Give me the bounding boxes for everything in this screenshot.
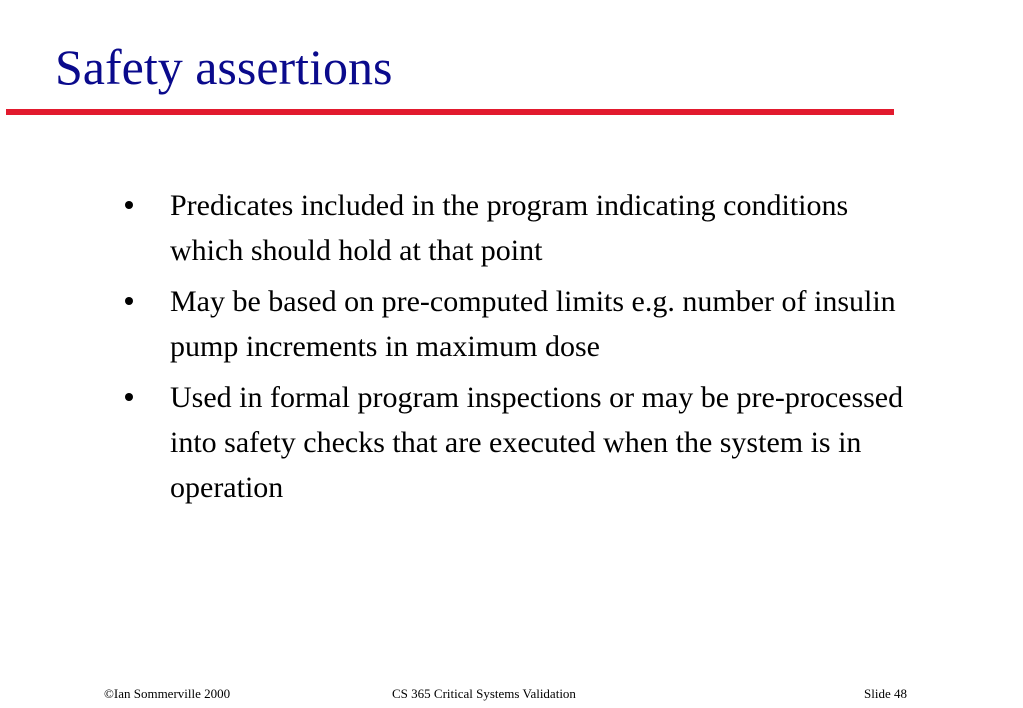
bullet-dot-icon xyxy=(125,201,133,209)
footer-copyright: ©Ian Sommerville 2000 xyxy=(104,686,231,701)
title-underline-rule xyxy=(6,109,894,115)
bullet-text: Used in formal program inspections or may be pre-processed into safety checks that are executed when the system is in operation xyxy=(170,381,904,504)
bullet-item xyxy=(120,183,910,273)
footer-slide-number: Slide 48 xyxy=(864,686,907,701)
bullet-dot-icon xyxy=(125,393,133,401)
slide-title: Safety assertions xyxy=(55,39,393,95)
bullet-list xyxy=(120,183,910,516)
bullet-text: May be based on pre-computed limits e.g. number of insulin pump increments in maximum dose xyxy=(170,285,896,363)
bullet-text: Predicates included in the program indicating conditions which should hold at that point xyxy=(170,189,849,267)
bullet-item xyxy=(120,375,910,510)
footer-course-title: CS 365 Critical Systems Validation xyxy=(392,686,576,701)
bullet-dot-icon xyxy=(125,297,133,305)
bullet-item xyxy=(120,279,910,369)
